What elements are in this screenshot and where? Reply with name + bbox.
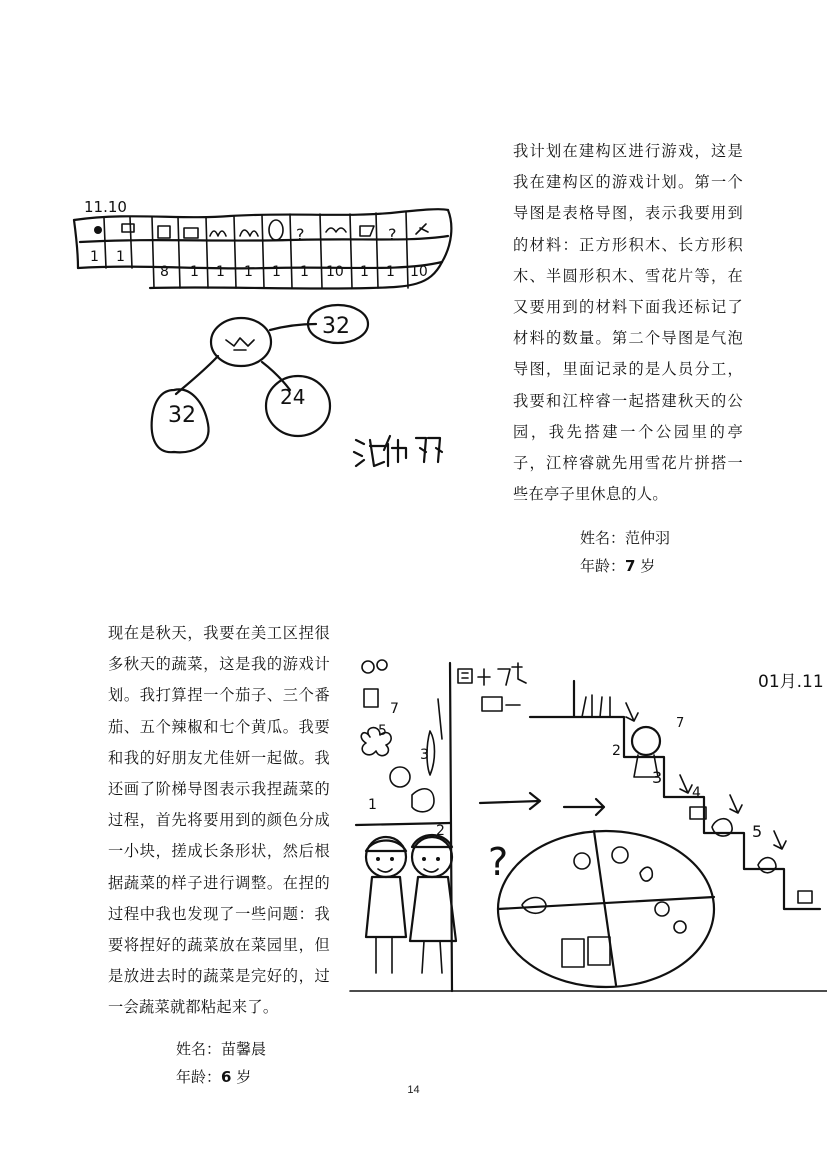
author-name: 苗馨晨: [221, 1040, 267, 1058]
author-age: 6: [221, 1068, 232, 1086]
step-number: 3: [652, 768, 663, 787]
staircase-map: [530, 681, 820, 909]
table-count: 1: [216, 264, 225, 280]
name-line: 姓名：范仲羽: [580, 529, 671, 547]
name-line: 姓名：苗馨晨: [176, 1040, 267, 1058]
drawing-date: 01月.11: [758, 672, 824, 692]
step-number: 7: [676, 716, 685, 731]
table-count: 1: [360, 264, 369, 280]
table-count: 8: [160, 264, 169, 280]
author-info-2: [176, 1035, 266, 1091]
author-age: 7: [625, 557, 636, 575]
question-mark: ?: [488, 840, 509, 884]
table-count: 1: [116, 249, 125, 265]
paragraph-art-plan: 现在是秋天，我要在美工区捏很多秋天的蔬菜，这是我的游戏计划。我打算捏一个茄子、三个番茄、五个辣椒和七个黄瓜。我要和我的好朋友尤佳妍一起做。我还画了阶梯导图表示我捏蔬菜的过程，首先将要用到的颜色分成一小块，搓成长条形状，然后根据蔬菜的样子进行调整。在捏的过程中我也发现了一些问题：我要将捏好的蔬菜放在菜园里，但是放进去时的蔬菜是完好的，过一会蔬菜就都粘起来了。: [108, 624, 330, 1017]
two-children: [366, 835, 456, 973]
table-count: 1: [272, 264, 281, 280]
table-mark: ?: [296, 225, 305, 244]
table-count: 1: [90, 249, 99, 265]
table-count: 1: [244, 264, 253, 280]
table-count: 1: [386, 264, 395, 280]
step-number: 2: [612, 743, 621, 759]
age-line: 年龄：7 岁: [580, 557, 656, 575]
step-number: 7: [390, 701, 399, 717]
table-count: 1: [300, 264, 309, 280]
author-info-1: [580, 524, 670, 580]
drawing-vegetable-plan: [350, 655, 827, 995]
table-count: 10: [326, 264, 344, 280]
signature: [354, 436, 442, 466]
step-number: 2: [436, 823, 445, 839]
table-mark: ?: [388, 225, 397, 244]
paragraph-construction-plan: 我计划在建构区进行游戏，这是我在建构区的游戏计划。第一个导图是表格导图，表示我要用到的材料：正方形积木、长方形积木、半圆形积木、雪花片等，在又要用到的材料下面我还标记了材料的数量。第二个导图是气泡导图，里面记录的是人员分工，我要和江梓睿一起搭建秋天的公园，我先搭建一个公园里的亭子，江梓睿就先用雪花片拼搭一些在亭子里休息的人。: [513, 142, 743, 504]
bubble-value: 32: [322, 314, 350, 339]
table-count: 10: [410, 264, 428, 280]
age-line: 年龄：6 岁: [176, 1068, 252, 1086]
step-number: 4: [692, 785, 701, 801]
vegetable-sketches: [361, 660, 442, 812]
step-number: 5: [752, 822, 763, 841]
step-number: 3: [420, 747, 429, 763]
drawing-material-plan: [70, 190, 460, 480]
vegetable-garden-circle: [498, 831, 714, 987]
step-number: 1: [368, 797, 377, 813]
author-name: 范仲羽: [625, 529, 671, 547]
drawing-date: 11.10: [84, 198, 127, 216]
bubble-value: 24: [280, 385, 306, 409]
page-number: 14: [407, 1084, 420, 1096]
bubble-value: 32: [168, 403, 196, 428]
step-number: 5: [378, 723, 387, 739]
center-bubble: [211, 318, 271, 366]
table-count: 1: [190, 264, 199, 280]
